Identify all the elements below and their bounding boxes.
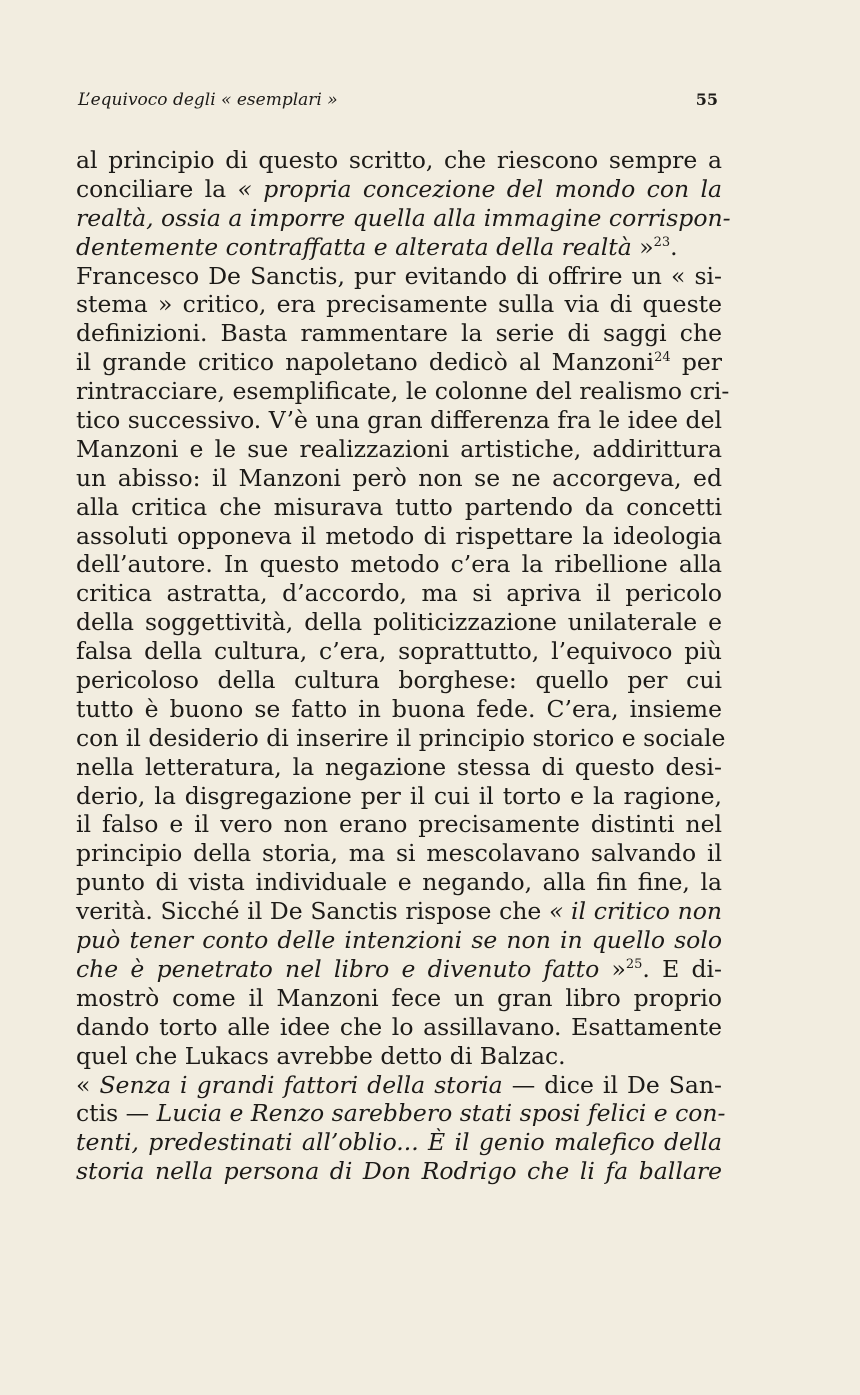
text-line	[76, 579, 722, 608]
text-line	[76, 464, 722, 493]
italic-quote-segment: « il critico non	[548, 897, 722, 926]
body-text	[76, 146, 731, 1186]
text-segment: «	[76, 1070, 100, 1099]
text-line	[76, 175, 722, 204]
text-segment: al principio di questo scritto, che riescono sempre a	[76, 146, 722, 174]
text-line	[76, 146, 722, 175]
text-segment: alla critica che misurava tutto partendo da concetti	[76, 492, 722, 521]
text-segment: rintracciare, esemplificate, le colonne del realismo cri-	[76, 377, 730, 406]
text-segment: derio, la disgregazione per il cui il torto e la ragione,	[76, 781, 722, 810]
text-line	[76, 348, 722, 377]
text-line	[76, 203, 731, 233]
text-segment: Manzoni e le sue realizzazioni artistiche, addirittura	[76, 434, 722, 463]
text-line	[76, 1013, 722, 1042]
text-line	[76, 233, 722, 262]
text-segment: ctis —	[76, 1099, 157, 1128]
text-line	[76, 1099, 726, 1128]
text-line	[76, 839, 722, 868]
italic-quote-segment: Lucia e Renzo sarebbero stati sposi felici e con-	[156, 1099, 726, 1128]
text-segment: tico successivo. V’è una gran differenza fra le idee del	[76, 406, 722, 435]
text-line	[76, 695, 722, 724]
footnote-ref: 23	[653, 234, 671, 250]
text-segment: verità. Sicché il De Sanctis rispose che	[76, 897, 549, 926]
text-segment: . E di-	[642, 954, 722, 983]
text-segment: mostrò come il Manzoni fece un gran libro proprio	[76, 983, 722, 1012]
italic-quote-segment: realtà, ossia a imporre quella alla immagine corrispon-	[76, 203, 731, 232]
text-line	[76, 406, 722, 435]
text-line	[76, 666, 722, 695]
text-segment: per	[670, 348, 723, 377]
running-header	[78, 90, 718, 110]
text-segment: — dice il De San-	[502, 1070, 722, 1099]
text-line	[76, 868, 722, 897]
running-title: L’equivoco degli « esemplari »	[78, 90, 338, 110]
text-segment: dando torto alle idee che lo assillavano. Esattamente	[76, 1012, 722, 1041]
text-line	[76, 723, 726, 753]
text-segment: il falso e il vero non erano precisamente distinti nel	[76, 810, 722, 839]
italic-quote-segment: può tener conto delle intenzioni se non in quello solo	[76, 926, 722, 955]
text-line	[76, 493, 722, 522]
text-segment: quel che Lukacs avrebbe detto di Balzac.	[76, 1041, 566, 1070]
text-line	[76, 926, 722, 955]
text-line	[76, 1157, 722, 1186]
text-segment: un abisso: il Manzoni però non se ne accorgeva, ed	[76, 463, 722, 492]
text-line	[76, 637, 722, 666]
text-line	[76, 550, 722, 579]
text-segment: definizioni. Basta rammentare la serie di saggi che	[76, 319, 722, 348]
footnote-ref: 25	[625, 957, 643, 973]
text-segment: »	[599, 954, 626, 983]
text-line	[76, 319, 722, 348]
text-segment: falsa della cultura, c’era, soprattutto, l’equivoco più	[76, 637, 722, 666]
italic-quote-segment: Senza i grandi fattori della storia	[99, 1070, 503, 1099]
text-segment: Francesco De Sanctis, pur evitando di offrire un « si-	[76, 261, 722, 290]
text-segment: stema » critico, era precisamente sulla via di queste	[76, 290, 722, 319]
italic-quote-segment: tenti, predestinati all’oblio... È il genio malefico della	[76, 1128, 722, 1157]
text-line	[76, 955, 722, 984]
footnote-ref: 24	[654, 350, 671, 366]
italic-quote-segment: « propria concezione del mondo con la	[237, 174, 722, 203]
text-segment: punto di vista individuale e negando, alla fin fine, la	[76, 868, 722, 897]
text-segment: tutto è buono se fatto in buona fede. C’era, insieme	[76, 694, 722, 723]
text-line	[76, 1071, 722, 1100]
text-line	[76, 377, 730, 406]
text-line	[76, 522, 722, 551]
text-line	[76, 435, 722, 464]
text-line	[76, 897, 722, 926]
text-segment: con il desiderio di inserire il principio storico e sociale	[76, 723, 726, 752]
text-segment: nella letteratura, la negazione stessa di questo desi-	[76, 752, 722, 781]
text-segment: il grande critico napoletano dedicò al Manzoni	[76, 348, 655, 377]
text-line	[76, 290, 722, 319]
text-segment: pericoloso della cultura borghese: quello per cui	[76, 666, 722, 695]
italic-quote-segment: che è penetrato nel libro e divenuto fatto	[76, 954, 600, 983]
text-line	[76, 1042, 722, 1071]
text-segment: »	[631, 232, 654, 261]
text-segment: critica astratta, d’accordo, ma si apriva il pericolo	[76, 579, 722, 608]
text-segment: .	[670, 232, 678, 261]
page-number: 55	[695, 90, 718, 109]
text-segment: conciliare la	[76, 174, 238, 203]
text-line	[76, 753, 722, 782]
italic-quote-segment: dentemente contraffatta e alterata della realtà	[76, 232, 632, 261]
text-line	[76, 984, 722, 1013]
text-line	[76, 608, 722, 637]
text-line	[76, 810, 722, 839]
italic-quote-segment: storia nella persona di Don Rodrigo che li fa ballare	[76, 1157, 722, 1186]
text-segment: principio della storia, ma si mescolavano salvando il	[76, 839, 722, 868]
text-line	[76, 262, 722, 291]
text-segment: della soggettività, della politicizzazione unilaterale e	[76, 608, 722, 637]
text-line	[76, 782, 722, 811]
text-line	[76, 1128, 722, 1157]
text-segment: assoluti opponeva il metodo di rispettare la ideologia	[76, 521, 722, 550]
text-segment: dell’autore. In questo metodo c’era la ribellione alla	[76, 550, 722, 579]
